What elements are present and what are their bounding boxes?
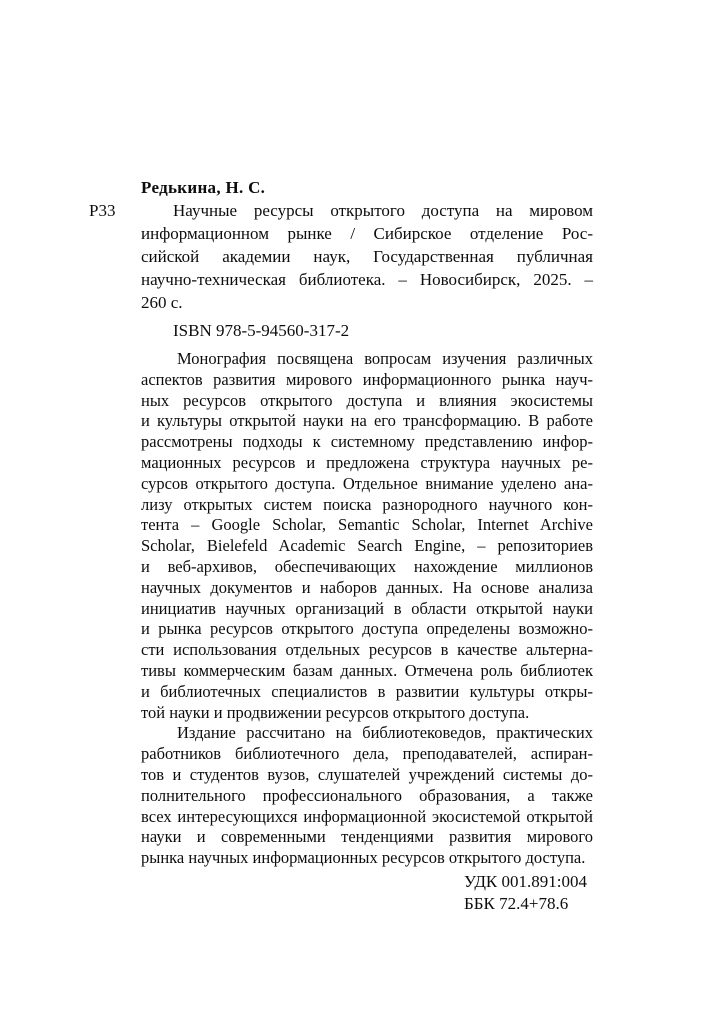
- text-line: сийской академии наук, Государственная публичная: [141, 247, 593, 266]
- text-line: рассмотрены подходы к системному представлению инфор-: [141, 432, 593, 452]
- text-line: науки и современными тенденциями развития мирового: [141, 827, 593, 847]
- text-line: тов и студентов вузов, слушателей учреждений системы до-: [141, 764, 593, 784]
- text-line: всех интересующихся информационной экосистемой открытой: [141, 806, 593, 826]
- text-line: лизу открытых систем поиска разнородного научного кон-: [141, 494, 593, 514]
- text-column: [141, 176, 593, 916]
- isbn-line: ISBN 978-5-94560-317-2: [173, 321, 350, 340]
- author-heading: Редькина, Н. С.: [141, 178, 266, 197]
- text-line: научных документов и наборов данных. На основе анализа: [141, 577, 593, 597]
- text-line: работников библиотечного дела, преподавателей, аспиран-: [141, 744, 593, 764]
- text-line: 260 с.: [141, 293, 183, 312]
- text-line: Монография посвящена вопросам изучения различных: [177, 349, 593, 368]
- classification-codes: [464, 871, 593, 916]
- bbk-code: ББК 72.4+78.6: [464, 894, 569, 914]
- text-line: ных ресурсов открытого доступа и влияния экосистемы: [141, 390, 593, 410]
- text-line: аспектов развития мирового информационного рынка науч-: [141, 369, 593, 389]
- udc-code: УДК 001.891:004: [464, 871, 587, 891]
- text-line: тента – Google Scholar, Semantic Scholar, Internet Archive: [141, 515, 593, 535]
- annotation-paragraph: [141, 349, 593, 723]
- bibliographic-record: [141, 199, 593, 314]
- text-line: научно-техническая библиотека. – Новосибирск, 2025. –: [141, 270, 593, 289]
- text-line: и рынка ресурсов открытого доступа определены возможно-: [141, 619, 593, 639]
- text-line: Научные ресурсы открытого доступа на мировом: [173, 201, 593, 220]
- text-line: Scholar, Bielefeld Academic Search Engine, – репозиториев: [141, 536, 593, 556]
- text-line: той науки и продвижении ресурсов открытого доступа.: [141, 702, 530, 722]
- text-line: инициатив научных организаций в области открытой науки: [141, 598, 593, 618]
- text-line: тивы коммерческим базам данных. Отмечена роль библиотек: [141, 660, 593, 680]
- text-line: сурсов открытого доступа. Отдельное внимание уделено ана-: [141, 473, 593, 493]
- text-line: рынка научных информационных ресурсов открытого доступа.: [141, 848, 586, 868]
- author-sign-code: Р33: [89, 201, 116, 220]
- text-line: мационных ресурсов и предложена структура научных ре-: [141, 452, 593, 472]
- text-line: полнительного профессионального образования, а также: [141, 785, 593, 805]
- audience-paragraph: [141, 723, 593, 869]
- text-line: сти использования отдельных ресурсов в качестве альтерна-: [141, 640, 593, 660]
- text-line: и веб-архивов, обеспечивающих нахождение миллионов: [141, 556, 593, 576]
- text-line: и культуры открытой науки на его трансформацию. В работе: [141, 411, 593, 431]
- text-line: Издание рассчитано на библиотековедов, практических: [177, 723, 593, 743]
- text-line: и библиотечных специалистов в развитии культуры откры-: [141, 681, 593, 701]
- text-line: информационном рынке / Сибирское отделение Рос-: [141, 224, 593, 243]
